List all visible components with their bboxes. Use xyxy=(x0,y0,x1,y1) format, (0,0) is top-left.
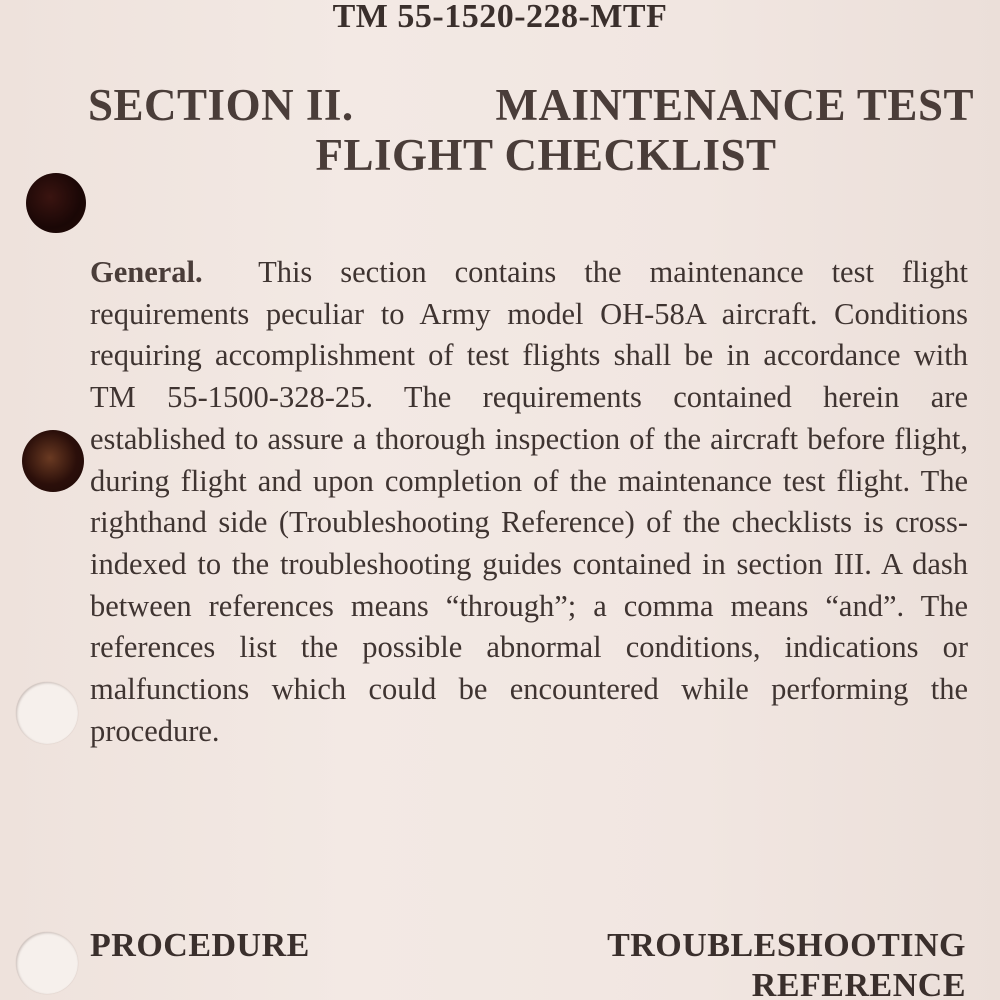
column-header-troubleshooting xyxy=(607,926,966,1000)
column-header-troubleshooting-line2: REFERENCE xyxy=(751,967,966,1000)
section-title xyxy=(88,80,978,180)
general-paragraph xyxy=(90,252,968,752)
column-header-procedure: PROCEDURE xyxy=(90,927,310,964)
column-header-troubleshooting-line1: TROUBLESHOOTING xyxy=(607,927,966,964)
punch-hole xyxy=(26,173,86,233)
section-title-part2: FLIGHT CHECKLIST xyxy=(315,130,777,180)
general-body: This section contains the maintenance test flight requirements peculiar to Army model OH-58A aircraft. Conditions requiring accomplishment of test flights shall be in accordance with TM 55-1500-328-25. The requirements contained herein are established to assure a thorough inspection of the aircraft before flight, during flight and upon completion of the maintenance test flight. The righthand side (Troubleshooting Reference) of the checklists is cross- indexed to the troubleshooting guides contained in section III. A dash between references means “through”; a comma means “and”. The references list the possible abnormal conditions, indications or malfunctions which could be encountered while performing the procedure. xyxy=(90,255,968,748)
punch-hole xyxy=(22,430,84,492)
punch-hole xyxy=(16,932,78,994)
punch-hole xyxy=(16,682,78,744)
general-lead: General. xyxy=(90,255,203,289)
document-number: TM 55-1520-228-MTF xyxy=(332,0,668,35)
section-label: SECTION II. xyxy=(88,80,354,130)
section-title-part1: MAINTENANCE TEST xyxy=(495,80,974,130)
